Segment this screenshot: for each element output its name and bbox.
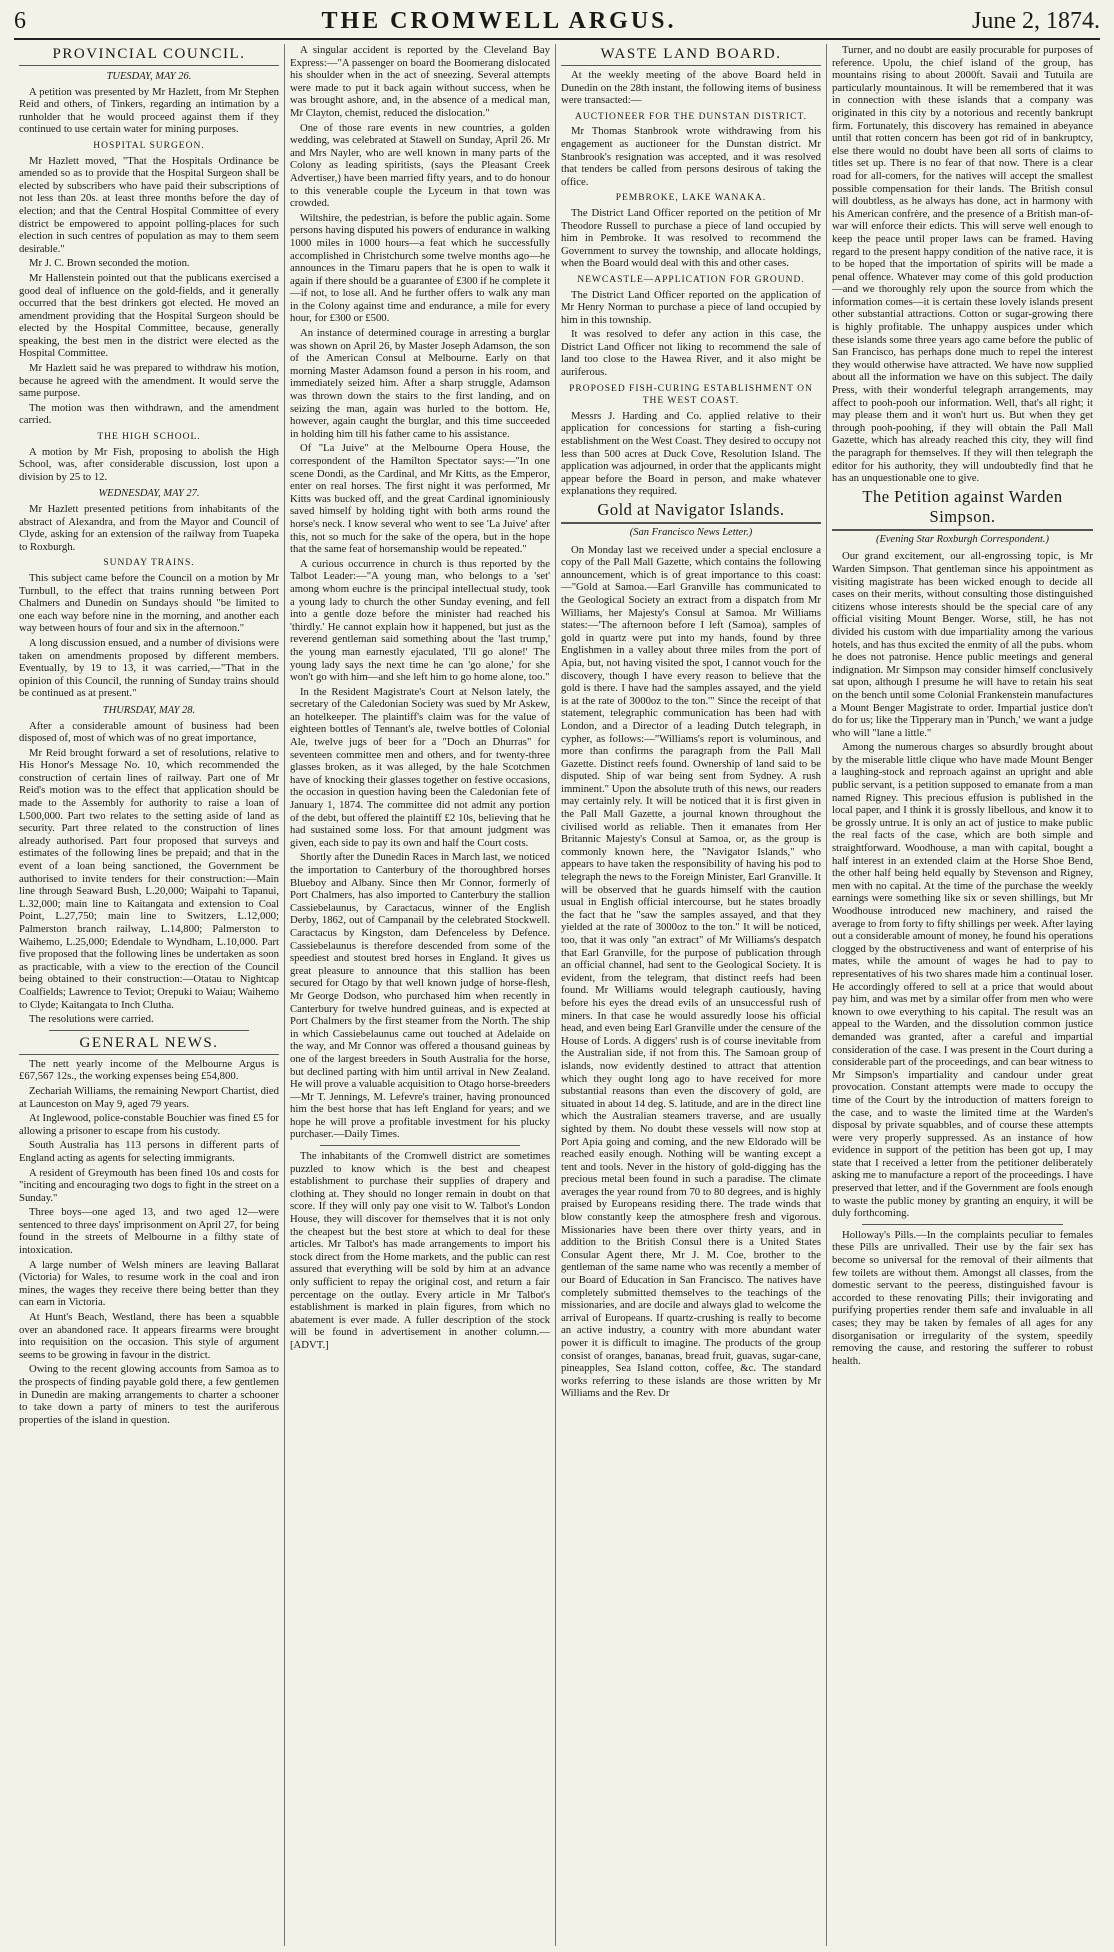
paragraph: Our grand excitement, our all-engrossing topic, is Mr Warden Simpson. That gentleman since his appointment as visiting magistrate has been wicked enough to decide all cases on their merits, without consulting those distinguished citizens whose interests should be the special care of any official visiting Mount Benger. Worse, still, he has not divided his custom with due impartiality among the various hotels, and has thus excited the enmity of all the pubs. whom he does not patronise. Hence public meetings and general indignation. Mr Simpson may consider himself conclusively sat upon, although I presume he will have to retain his seat on the bench until some Colonial Frankenstein manufactures a Mount Benger Magistrate to order. Impartial justice don't do for us; like the Tipperary man in 'Punch,' we want a judge who will "lane a little." bbox=[832, 550, 1093, 739]
subheading: HOSPITAL SURGEON. bbox=[93, 140, 205, 151]
subheading: PROPOSED FISH-CURING ESTABLISHMENT ON THE WEST COAST. bbox=[569, 383, 813, 407]
paragraph: The motion was then withdrawn, and the amendment carried. bbox=[19, 401, 279, 427]
article-credit: (Evening Star Roxburgh Correspondent.) bbox=[875, 533, 1050, 545]
paragraph: Mr Hazlett said he was prepared to withdraw his motion, because he agreed with the amendment. It would serve the same purpose. bbox=[19, 362, 279, 400]
paragraph: Messrs J. Harding and Co. applied relative to their application for concessions for starting a fish-curing establishment on the West Coast. They desired to occupy not less than 500 acres at Duck Cove, Resolution Island. The application was adjourned, in order that the applicants might appear before the Board in person, and make whatever explanations they required. bbox=[561, 409, 821, 498]
paragraph: Mr J. C. Brown seconded the motion. bbox=[29, 257, 190, 270]
paragraph: Of "La Juive" at the Melbourne Opera House, the correspondent of the Hamilton Spectator says:—"In one scene Dondi, as the Cardinal, and Mr Kitts, as the Emperor, enter on real horses. The first night it was performed, Mr Kitts was bucked off, and the great Cardinal ignominiously saved himself by holding tight with both arms round the horse's neck. I know several who went to see 'La Juive' after this, not so much for the sake of the opera, but in the hope that the same feat of horsemanship would be repeated." bbox=[290, 442, 550, 556]
newspaper-title: THE CROMWELL ARGUS. bbox=[321, 8, 677, 34]
paragraph: Among the numerous charges so absurdly brought about by the miserable little clique who have made Mount Benger a laughing-stock and reproach against an upright and able public servant, is a petition supposed to emanate from a man named Rigney. This precious effusion is published in the local paper, and I think it is grossly libellous, and know it to be grossly untrue. It is only an act of justice to make public the real facts of the case, which are both simple and straightforward. Woodhouse, a man with capital, bought a half interest in an extended claim at the Horse Shoe Bend, the other half being held equally by Stevenson and Rigney, men with no capital. At the time of the purchase the weekly earnings were something like six or seven shillings, but Mr Woodhouse introduced new machinery, and raised the average to from forty to fifty shillings per week. After laying out a considerable amount of money, he found his operations clogged by the obstructiveness and want of enterprise of his mates, while the amount of wages he had to pay to representatives of his two shares made him a continual loser. He accordingly offered to sell at a price that would about pay him, and was met by a similar offer from men who were known to owe everything to his capital. The result was an appeal to the Warden, and the dissolution common justice demanded was granted, after a careful and impartial consideration of the case. I was present in the Court during a considerable part of the proceedings, and can bear witness to Mr Simpson's impartiality and candour under great provocation. Constant attempts were made to occupy the time of the Court by the introduction of matters foreign to the case, and to waste the limited time at the Warden's disposal by private squabbles, and of course these attempts were very properly suppressed. As an instance of how evidence in support of the petition has been got up, I may state that I received a letter from the petitioner deliberately asking me to manufacture a report of the proceedings. I have preserved that letter, and if the Government are fools enough to waste the public money by granting an enquiry, it will be duly forthcoming. bbox=[832, 741, 1093, 1220]
subheading: SUNDAY TRAINS. bbox=[103, 558, 195, 569]
advertisement-paragraph: The inhabitants of the Cromwell district are sometimes puzzled to know which is the best and cheapest establishment to purchase their supplies of drapery and clothing at. They should no longer remain in doubt on that score. If they will only pay one visit to W. Talbot's London House, they will discover for themselves that it is not only the cheapest but the best store at which to deal for these articles. Mr Talbot's has made arrangements to import his stock direct from the Home markets, and the public can rest assured that everything will be sold by him at an advance only sufficient to repay the original cost, and return a fair percentage on the outlay. Every article in Mr Talbot's establishment is marked in plain figures, from which no abatement is ever made. A fuller description of the stock will be found in advertisement in another column.—[ADVT.] bbox=[290, 1150, 550, 1351]
paragraph: This subject came before the Council on a motion by Mr Turnbull, to the effect that trains running between Port Chalmers and Dunedin on Sundays should "be limited to one each way before nine in the morning, and another each way between hours of four and six in the afternoon." bbox=[19, 571, 279, 635]
section-date: WEDNESDAY, MAY 27. bbox=[98, 488, 200, 500]
paragraph: South Australia has 113 persons in different parts of England acting as agents for selecting immigrants. bbox=[19, 1139, 279, 1164]
paragraph: At the weekly meeting of the above Board held in Dunedin on the 28th instant, the following items of business were transacted:— bbox=[561, 69, 821, 107]
column-3 bbox=[556, 44, 827, 1946]
article-credit: (San Francisco News Letter.) bbox=[629, 527, 753, 538]
paragraph: At Hunt's Beach, Westland, there has been a squabble over an abandoned race. It appears firearms were brought into requisition on the occasion. This style of argument seems to be growing in favour in the district. bbox=[19, 1311, 279, 1361]
paragraph: The District Land Officer reported on the application of Mr Henry Norman to purchase a piece of land occupied by him in this township. bbox=[561, 288, 821, 326]
paragraph: An instance of determined courage in arresting a burglar was shown on April 26, by Master Joseph Adamson, the son of the American Consul at Melbourne. Early on that morning Master Adamson found a person in his room, and immediately seized him. After a sharp struggle, Adamson was thrown down the stairs to the first landing, and on seizing the man, again was hurled to the bottom. He, however, again caught the burglar, and this time succeeded in holding him till his father came to his assistance. bbox=[290, 327, 550, 440]
paragraph: In the Resident Magistrate's Court at Nelson lately, the secretary of the Caledonian Society was sued by Mr Askew, an hotelkeeper. The plaintiff's claim was for the value of eighteen bottles of Tennant's ale, twelve bottles of Colonial Ale, twelve jugs of beer for a "Doch an Dhurras" for seventeen committee men and others, and for twenty-three glasses broken, as it was alleged, by the hale Scotchmen have of knocking their glasses together on festive occasions, the occasion in question having been the Caledonian fete of January 1, 1874. The committee did not admit any portion of the debt, but offered the plaintiff £2 10s, believing that he had sustained some loss. For that amount judgment was given, each side to pay its own and half the Court costs. bbox=[290, 685, 550, 849]
paragraph: A singular accident is reported by the Cleveland Bay Express:—"A passenger on board the Boomerang dislocated his shoulder when in the act of sneezing. Several attempts were made to put it back again without success, when he was brought ashore, and, in the absence of a medical man, Mr Clayton, chemist, reduced the dislocation." bbox=[290, 44, 550, 119]
paragraph: The resolutions were carried. bbox=[29, 1013, 154, 1026]
general-news-heading: GENERAL NEWS. bbox=[19, 1035, 279, 1055]
paragraph: It was resolved to defer any action in this case, the District Land Officer not liking to recommend the sale of land too close to the Hawea River, and it also might be auriferous. bbox=[561, 328, 821, 379]
paragraph: Wiltshire, the pedestrian, is before the public again. Some persons having disputed his powers of endurance in walking 1000 miles in 1000 hours—a feat which he successfully accomplished in Christchurch some twelve months ago—he announces in the Timaru papers that he is open to walk it again if there should be a guarantee of £300 if he complete it—if not, to lose all. And he further offers to walk any man in the Colony against time and endurance, a mile for every hour, for £300 or £500. bbox=[290, 211, 550, 325]
paragraph: Shortly after the Dunedin Races in March last, we noticed the importation to Canterbury of the thoroughbred horses Blueboy and Albany. Since then Mr Connor, formerly of Port Chalmers, has also imported to Canterbury the stallion Cassiebelaunus, by Caractacus, winner of the English Derby, 1862, out of Campanail by the celebrated Stockwell. Caractacus by Kingston, dam Defenceless by Defence. Cassiebelaunus is therefore descended from some of the speediest and stoutest bred horses in England. It gives us great pleasure to announce that this stallion has been secured for Otago by that well known judge of horse-flesh, Mr George Dodson, who purchased him when recently in Canterbury for twelve hundred guineas, and is expected at Port Chalmers by the first steamer from the North. The ship in which Cassiebelaunus came out touched at Adelaide on the way, and Mr Connor was offered a thousand guineas by one of the largest breeders in South Australia for the horse, but declined parting with him until arrival in New Zealand. He will prove a valuable acquisition to Otago horse-breeders—Mr T. Jennings, M. Lefevre's trainer, having pronounced him the best horse that has left England for years; and we hope he will prove a profitable investment for his plucky purchaser.—Daily Times. bbox=[290, 851, 550, 1141]
column-2 bbox=[285, 44, 556, 1946]
subheading: THE HIGH SCHOOL. bbox=[97, 432, 201, 443]
paragraph: On Monday last we received under a special enclosure a copy of the Pall Mall Gazette, which contains the following announcement, which is of great importance to this coast:—"Gold at Samoa.—Earl Granville has communicated to the Geological Society an extract from a dispatch from Mr Williams, her Majesty's Consul at Samoa. Mr Williams states:—'The afternoon before I left (Samoa), samples of gold in quartz were put into my hands, found by three Englishmen in a valley about three miles from the port of Apia, but, not having visited the spot, I cannot vouch for the discovery, though I have every reason to believe that the gold is there. I have had the samples assayed, and the yield is at the rate of 3000oz to the ton.'" Since the receipt of that statement, telegraphic communication has been had with London, and a Director of a leading Dutch telegraph, in cypher, as follows:—"Williams's report is voluminous, and more than confirms the paragraph from the Pall Mall Gazette. Distinct reefs found. Ownership of land said to be disputed. Ship of war being sent from Sydney. A rush imminent." Upon the absolute truth of this news, our readers may certainly rely. It will be noticed that it is first given in the Pall Mall Gazette, a journal known throughout the civilised world as reliable. Then it emanates from Her Britannic Majesty's Consul at Samoa, or, as the group is commonly known here, the "Navigator Islands," who appears to have taken the responsibility of having his pod to telegraph the news to the Foreign Minister, Earl Granville. It will be observed that he guards himself with the caution usual in English official intercourse, but he states broadly the fact that he "saw the samples assayed, and that they yielded at the rate of 3000oz to the ton." It will be noticed, too, that it was only "an extract" of Mr Williams's despatch that Earl Granville, for the purpose of publication through an official channel, had sent to the Geological Society. It is evident, from the telegram, that distinct reefs had been found. Mr Williams would telegraph cautiously, having before his eyes the dread evils of an unsuccessful rush of miners. In that case he would assuredly loose his official head, and even being Earl Granville under the censure of the House of Lords. A diggers' rush is of course inevitable from the Australian side, if not from this. The Samoan group of islands, now evidently destined to attract that attention which they ought long ago to have received for more substantial reasons than even the discovery of gold, are situated in about 14 deg. S. latitude, and are in the direct line which the Australian steamers traverse, and are usually sighted by them. No doubt these vessels will now stop at Port Apia going and coming, and the new Eldorado will be reached easily enough. Nothing will be wanting except a tent and tools. Never in the history of gold-digging has the precious metal been found in such a paradise. The climate averages the year round from 70 to 80 degrees, and is highly praised by Europeans residing there. The trade winds that blow constantly keep the atmosphere fresh and vigorous. Missionaries have been there over thirty years, and in addition to the British Consul there is a United States Consular Agent there, Mr J. M. Coe, brother to the gentleman of the same name who was recently a member of our Board of Education in San Francisco. The natives have completely submitted themselves to the teachings of the missionaries, and are docile and always glad to welcome the arrival of Europeans. If quartz-crushing is really to become an active industry, a country with more abundant water power it is difficult to imagine. The products of the group consist of oranges, bananas, bread fruit, guavas, sugar-cane, pineapples, Sea Island cotton, coffee, &c. The standard works referring to these islands are those written by Mr Williams and the Rev. Dr bbox=[561, 543, 821, 1400]
paragraph: Mr Hallenstein pointed out that the publicans exercised a good deal of influence on the gold-fields, and it generally occurred that the best drinkers got elected. He moved an amendment providing that the Hospital Surgeon should be elected by the Hospital Committee, because, generally speaking, the best men in the district were elected as the Hospital Committee. bbox=[19, 271, 279, 360]
paragraph: Owing to the recent glowing accounts from Samoa as to the prospects of finding payable gold there, a few gentlemen in Dunedin are making arrangements to charter a schooner to take down a party of miners to test the auriferous properties of the island in question. bbox=[19, 1363, 279, 1426]
advertisement-paragraph: Holloway's Pills.—In the complaints peculiar to females these Pills are unrivalled. Their use by the fair sex has become so universal for the removal of their ailments that few toilets are without them. Amongst all classes, from the domestic servant to the peeress, distinguished favour is accorded to these renovating Pills; their invigorating and purifying properties render them safe and invaluable in all cases; they may be taken by females of all ages for any disorganisation or irregularity of the system, speedily removing the cause, and restoring the sufferer to robust health. bbox=[832, 1228, 1093, 1367]
paragraph: A petition was presented by Mr Hazlett, from Mr Stephen Reid and others, of Tinkers, regarding an intimation by a runholder that he would proceed against them if they continued to use certain water for mining purposes. bbox=[19, 85, 279, 136]
paragraph: Three boys—one aged 13, and two aged 12—were sentenced to three days' imprisonment on April 27, for being found in the streets of Melbourne in a filthy state of intoxication. bbox=[19, 1206, 279, 1257]
paragraph: One of those rare events in new countries, a golden wedding, was celebrated at Stawell on Sunday, April 26. Mr and Mrs Nayler, who are well known in many parts of the Colony as leading spiritists, (says the Pleasant Creek Advertiser,) have been married fifty years, and to do honour to this venerable couple the Lyceum in that town was crowded. bbox=[290, 121, 550, 210]
section-date: TUESDAY, MAY 26. bbox=[106, 71, 192, 82]
petition-heading: The Petition against Warden Simpson. bbox=[832, 487, 1093, 531]
paragraph: A long discussion ensued, and a number of divisions were taken on amendments proposed by different members. Eventually, by 19 to 13, it was carried,—"That in the opinion of this Council, the running of Sunday trains should be continued as at present." bbox=[19, 636, 279, 700]
gold-navigator-heading: Gold at Navigator Islands. bbox=[561, 500, 821, 524]
paragraph: Turner, and no doubt are easily procurable for purposes of reference. Upolu, the chief island of the group, has mountains rising to about 2000ft. Savaii and Tutuila are particularly mountainous. It will be remembered that it was in connection with these islands that a company was originated in this city by a notorious and recently bankrupt firm. Fortunately, this discovery has remained in abeyance until that rotten concern has been got rid of in bankruptcy, else there would no doubt have been all sorts of claims to titles set up. There is no fear of that now. There is a clear road for all-comers, for the natives will accept the smallest possible compensation for their lands. The British consul will doubtless, as he always has done, act in harmony with his American confrère, and the presence of a British man-of-war will enforce their edicts. This will serve well enough to keep the peace until proper laws can be framed. Having regard to the present happy condition of the native race, it is to be hoped that the importation of spirits will be made a penal offence. Whatever may come of this gold production—and we thoroughly rely upon the source from which the information comes—it is certain these lovely islands present other substantial attractions. Cotton or sugar-growing there is highly profitable. The unhappy auspices under which these islands some three years ago came before the public of San Francisco, has perhaps done much to repel the interest they would otherwise have attracted. We have now supplied about all the information we have on this subject. The daily Press, with their wonderful telegraph arrangements, may affect to pooh-pooh our information. Well, that's all right; it may please them and it won't hurt us. But when they get through pooh-poohing, if they will obtain the Pall Mall Gazette, which has already reached this city, they will find the paragraph for themselves. If they will then telegraph the editor for his authority, they will undoubtedly find that he has an unquestionable one to give. bbox=[832, 44, 1093, 485]
divider bbox=[49, 1030, 249, 1031]
paragraph: The nett yearly income of the Melbourne Argus is £67,567 12s., the working expenses being £54,800. bbox=[19, 1057, 279, 1083]
paragraph: A resident of Greymouth has been fined 10s and costs for "inciting and encouraging two dogs to fight in the street on a Sunday." bbox=[19, 1166, 279, 1204]
subheading: PEMBROKE, LAKE WANAKA. bbox=[615, 193, 767, 204]
issue-date: June 2, 1874. bbox=[972, 8, 1100, 34]
page-number: 6 bbox=[14, 8, 26, 34]
paragraph: Zechariah Williams, the remaining Newport Chartist, died at Launceston on May 9, aged 79 years. bbox=[19, 1084, 279, 1110]
paragraph: Mr Thomas Stanbrook wrote withdrawing from his engagement as auctioneer for the Dunstan district. Mr Stanbrook's resignation was accepted, and it was resolved that tenders be called from persons desirous of taking the office. bbox=[561, 125, 821, 188]
paragraph: Mr Hazlett presented petitions from inhabitants of the abstract of Alexandra, and from the Mayor and Council of Clyde, asking for an extension of the railway from Tuapeka to Roxburgh. bbox=[19, 503, 279, 553]
paragraph: After a considerable amount of business had been disposed of, most of which was of no great importance, bbox=[19, 719, 279, 745]
waste-land-board-heading: WASTE LAND BOARD. bbox=[561, 46, 821, 66]
paragraph: Mr Hazlett moved, "That the Hospitals Ordinance be amended so as to provide that the Hospital Surgeon shall be elected by subscribers who have paid their subscriptions of not less than 20s. at least three months before the day of election; and that the Central Hospital Committee of every district be empowered to appoint polling-places for such election in such centres of population as may to them seem desirable." bbox=[19, 154, 279, 255]
subheading: NEWCASTLE—APPLICATION FOR GROUND. bbox=[577, 274, 805, 285]
column-1 bbox=[14, 44, 285, 1946]
divider bbox=[320, 1145, 520, 1146]
section-date: THURSDAY, MAY 28. bbox=[102, 704, 196, 716]
article-columns bbox=[14, 44, 1100, 1946]
paragraph: Mr Reid brought forward a set of resolutions, relative to His Honor's Message No. 10, which recommended the construction of certain lines of railway. Part one of Mr Reid's motion was to the effect that application should be made to the Assembly for authority to raise a loan of L500,000. Part two relates to the setting aside of land as security. Part three related to the construction of lines already authorised. Part four proposed that surveys and estimates of the following lines be prepaid; and that in the event of a loan being sanctioned, the Government be authorised to invite tenders for their construction:—Main line through Seaward Bush, L.20,000; Waipahi to Tapanui, L.32,000; main line to Kaitangata and extension to Coal Point, L.27,750; main line to Switzers, L.12,000; Palmerston branch railway, L.14,800; Palmerston to Waihemo, L.25,000; Edendale to Wyndham, L.10,000. Part five proposed that the following lines be undertaken as soon as practicable, with a view to the erection of the Council being obtained to their construction:—Otatau to Nightcap Coalfields; Lawrence to Teviot; Orepuki to Waiau; Waihemo to Clyde; Kaitangata to Inch Clutha. bbox=[19, 746, 279, 1011]
masthead bbox=[14, 8, 1100, 40]
paragraph: The District Land Officer reported on the petition of Mr Theodore Russell to purchase a piece of land occupied by him in Pembroke. It was resolved to recommend the Government to survey the township, and allocate holdings, when the Board would deal with this and other cases. bbox=[561, 206, 821, 270]
paragraph: A motion by Mr Fish, proposing to abolish the High School, was, after considerable discussion, lost upon a division by 25 to 12. bbox=[19, 445, 279, 483]
paragraph: A large number of Welsh miners are leaving Ballarat (Victoria) for Wales, to resume work in the coal and iron mines, the wages they receive there being better than they can earn in Victoria. bbox=[19, 1258, 279, 1309]
paragraph: A curious occurrence in church is thus reported by the Talbot Leader:—"A young man, who belongs to a 'set' among whom euchre is the principal intellectual study, took a young lady to church the other Sunday evening, and fell into a gentle doze before the minister had reached his 'thirdly.' He cannot explain how it happened, but just as the reverend gentleman said something about the 'last trump,' the young man earnestly ejaculated, 'I'll go alone!' The young lady says the next time he can 'go alone,' for she won't go with him—and she left him to go home alone, too." bbox=[290, 557, 550, 684]
paragraph: At Inglewood, police-constable Bouchier was fined £5 for allowing a prisoner to escape from his custody. bbox=[19, 1112, 279, 1137]
subheading: AUCTIONEER FOR THE DUNSTAN DISTRICT. bbox=[574, 111, 807, 122]
provincial-council-heading: PROVINCIAL COUNCIL. bbox=[19, 46, 279, 66]
divider bbox=[862, 1224, 1063, 1225]
column-4 bbox=[827, 44, 1098, 1946]
